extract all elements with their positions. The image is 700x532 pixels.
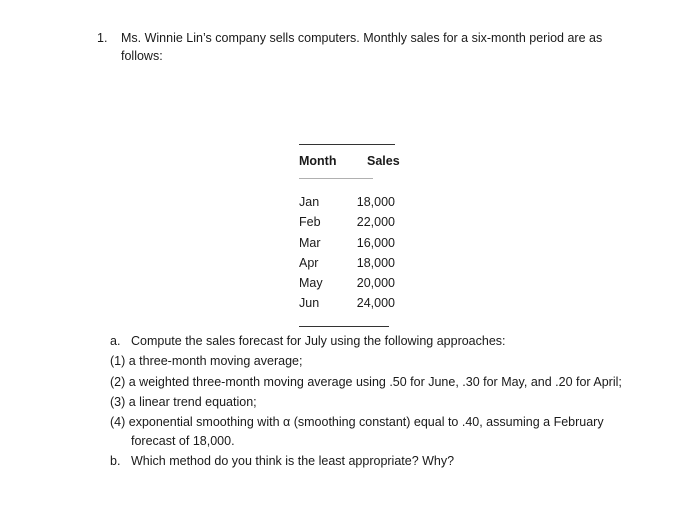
question-text: Ms. Winnie Lin’s company sells computers. Monthly sales for a six-month period are as follows: (121, 31, 603, 63)
sales-cell: 22,000 (356, 215, 395, 230)
table-row (299, 233, 399, 253)
approach-item: (4) exponential smoothing with α (smoothing constant) equal to .40, assuming a February forecast of 18,000. (110, 415, 604, 449)
sales-cell: 20,000 (356, 276, 395, 291)
part-a (110, 332, 670, 351)
part-b (110, 452, 670, 471)
table-row (299, 253, 399, 273)
month-cell: Feb (299, 215, 321, 230)
part-a-text: Compute the sales forecast for July using the following approaches: (131, 334, 506, 348)
header-sales: Sales (367, 154, 400, 168)
table-top-rule (299, 144, 395, 145)
month-cell: Jan (299, 195, 320, 209)
part-b-marker: b. (110, 454, 121, 469)
table-row (299, 293, 399, 313)
table-row (299, 192, 399, 212)
approach-item: (2) a weighted three-month moving average using .50 for June, .30 for May, and .20 for April; (110, 374, 622, 389)
table-row (299, 212, 399, 232)
question-parts (110, 332, 670, 473)
sales-cell: 18,000 (356, 255, 395, 270)
month-cell: Apr (299, 255, 319, 270)
approach-item: (1) a three-month moving average; (110, 354, 303, 369)
header-month: Month (299, 154, 337, 168)
table-body (299, 192, 399, 314)
part-b-text: Which method do you think is the least appropriate? Why? (131, 454, 455, 469)
question-number: 1. (97, 31, 108, 45)
table-bottom-rule (299, 326, 389, 327)
table-row (299, 273, 399, 293)
approach-item: (3) a linear trend equation; (110, 394, 257, 409)
month-cell: May (299, 276, 323, 291)
month-cell: Mar (299, 235, 321, 250)
sales-cell: 24,000 (356, 296, 395, 311)
table-header-rule (299, 178, 373, 179)
part-a-marker: a. (110, 334, 121, 348)
month-cell: Jun (299, 296, 320, 311)
sales-cell: 16,000 (356, 235, 395, 250)
sales-cell: 18,000 (356, 195, 395, 209)
